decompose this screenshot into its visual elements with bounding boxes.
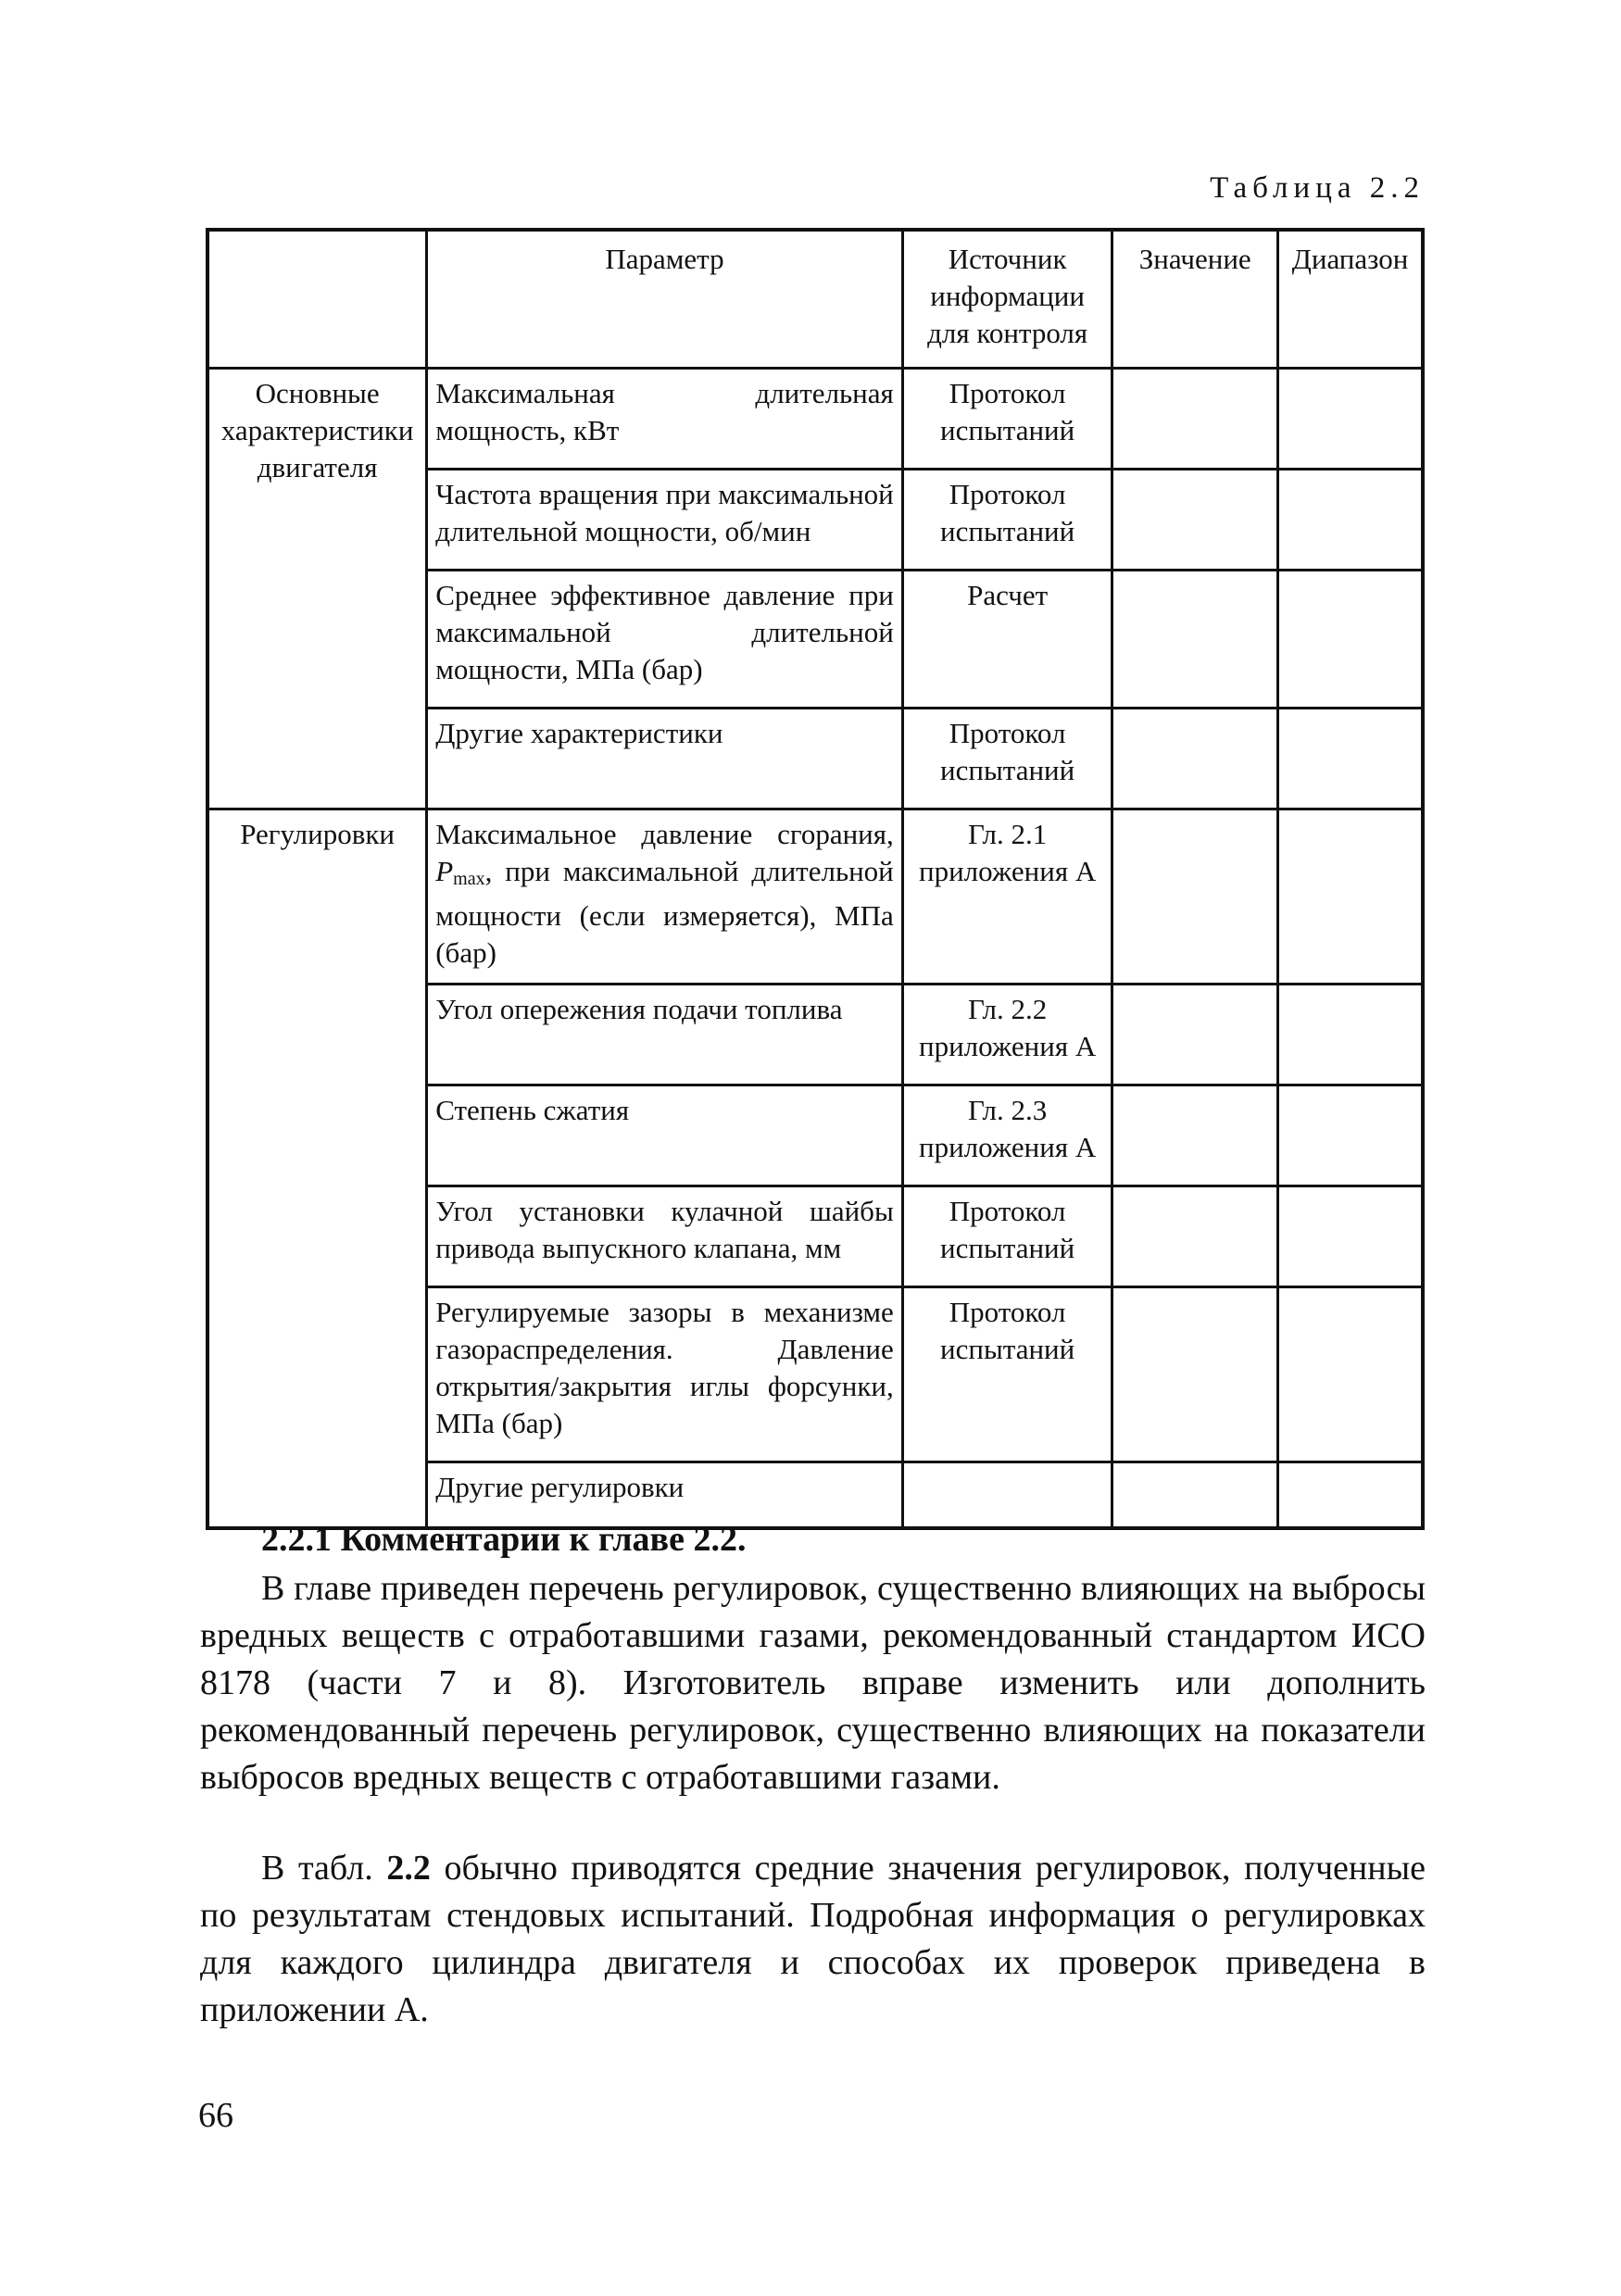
parameter-cell: Угол установки кулачной шайбы привода выпускного клапана, мм	[427, 1186, 903, 1287]
parameter-cell: Максимальная длительная мощность, кВт	[427, 369, 903, 470]
source-cell: Гл. 2.3 приложения А	[902, 1085, 1112, 1186]
header-parameter: Параметр	[427, 230, 903, 369]
source-cell: Протокол испытаний	[902, 470, 1112, 571]
value-cell	[1112, 369, 1278, 470]
paragraph: В главе приведен перечень регулировок, существенно влияющих на выбросы вредных веществ с отработавшими газами, рекомендованный стандартом ИСО 8178 (части 7 и 8). Изготовитель вправе изменить или дополнить рекомендованный перечень регулировок, существенно влияющих на показатели выбросов вредных веществ с отработавшими газами.	[200, 1569, 1426, 1797]
adjustments-table	[206, 228, 1425, 1530]
value-cell	[1112, 1287, 1278, 1462]
value-cell	[1112, 1085, 1278, 1186]
source-cell: Протокол испытаний	[902, 709, 1112, 809]
source-cell: Протокол испытаний	[902, 1186, 1112, 1287]
range-cell	[1278, 1186, 1424, 1287]
header-range: Диапазон	[1278, 230, 1424, 369]
table-caption: Таблица 2.2	[1210, 171, 1425, 205]
source-cell: Протокол испытаний	[902, 1287, 1112, 1462]
value-cell	[1112, 470, 1278, 571]
header-source: Источник информации для контроля	[902, 230, 1112, 369]
range-cell	[1278, 470, 1424, 571]
range-cell	[1278, 1462, 1424, 1529]
parameter-cell	[427, 809, 903, 985]
range-cell	[1278, 1287, 1424, 1462]
pressure-subscript: max	[453, 869, 485, 889]
source-cell: Расчет	[902, 571, 1112, 709]
table-row	[207, 809, 1423, 985]
value-cell	[1112, 571, 1278, 709]
value-cell	[1112, 1462, 1278, 1529]
range-cell	[1278, 985, 1424, 1085]
group-cell: Регулировки	[207, 809, 427, 1529]
parameter-cell: Другие регулировки	[427, 1462, 903, 1529]
parameter-cell: Другие характеристики	[427, 709, 903, 809]
value-cell	[1112, 809, 1278, 985]
parameter-cell: Регулируемые зазоры в механизме газораспределения. Давление открытия/закрытия иглы форсунки, МПа (бар)	[427, 1287, 903, 1462]
section-heading: 2.2.1 Комментарии к главе 2.2.	[261, 1520, 747, 1559]
range-cell	[1278, 369, 1424, 470]
page-number: 66	[198, 2096, 233, 2135]
value-cell	[1112, 1186, 1278, 1287]
range-cell	[1278, 571, 1424, 709]
source-cell	[902, 1462, 1112, 1529]
parameter-cell: Степень сжатия	[427, 1085, 903, 1186]
parameter-cell: Частота вращения при максимальной длительной мощности, об/мин	[427, 470, 903, 571]
parameter-text-pre: Максимальное давление сгорания,	[435, 818, 894, 850]
header-value: Значение	[1112, 230, 1278, 369]
range-cell	[1278, 809, 1424, 985]
value-cell	[1112, 985, 1278, 1085]
parameter-cell: Среднее эффективное давление при максимальной длительной мощности, МПа (бар)	[427, 571, 903, 709]
range-cell	[1278, 709, 1424, 809]
paragraph	[200, 1845, 1426, 2034]
paragraph-text-post: обычно приводятся средние значения регулировок, полученные по результатам стендовых испытаний. Подробная информация о регулировках для каждого цилиндра двигателя и способах их проверок приведена в приложении А.	[200, 1849, 1426, 2029]
parameter-cell: Угол опережения подачи топлива	[427, 985, 903, 1085]
parameter-text-post: , при максимальной длительной мощности (если измеряется), МПа (бар)	[435, 855, 894, 969]
source-cell: Протокол испытаний	[902, 369, 1112, 470]
group-cell: Основные характеристики двигателя	[207, 369, 427, 809]
source-cell: Гл. 2.2 приложения А	[902, 985, 1112, 1085]
pressure-symbol: P	[435, 855, 454, 887]
source-cell: Гл. 2.1 приложения А	[902, 809, 1112, 985]
table-row	[207, 369, 1423, 470]
table-reference: 2.2	[386, 1849, 431, 1888]
range-cell	[1278, 1085, 1424, 1186]
paragraph-text-pre: В табл.	[261, 1849, 387, 1888]
header-group	[207, 230, 427, 369]
table-header-row	[207, 230, 1423, 369]
value-cell	[1112, 709, 1278, 809]
